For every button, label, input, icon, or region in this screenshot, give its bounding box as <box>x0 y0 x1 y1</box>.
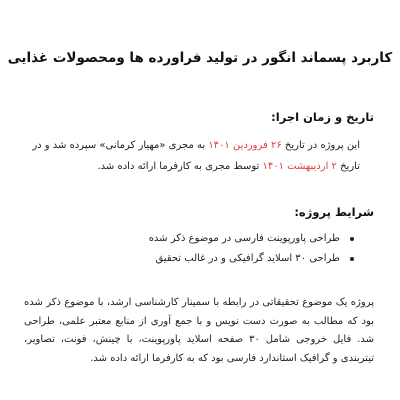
date-paragraph <box>26 135 360 177</box>
date-text-2: به مجری «مهیار کرمانی» سپرده شد و در <box>32 140 206 151</box>
list-item: طراحی پاورپوینت فارسی در موضوع ذکر شده <box>34 229 354 249</box>
date-text-1: این پروژه در تاریخ <box>284 140 360 151</box>
date-text-4: توسط مجری به کارفرما ارائه داده شد. <box>97 161 260 172</box>
document-title: کاربرد پسماند انگور در تولید فراورده ها ومحصولات غذایی <box>7 50 393 66</box>
date-section-heading: تاریخ و زمان اجرا: <box>271 110 374 124</box>
date-text-3: تاریخ <box>340 161 360 172</box>
conditions-list <box>34 229 354 269</box>
project-description: پروژه یک موضوع تحقیقاتی در رابطه با سمینار کارشناسی ارشد، با موضوع ذکر شده بود که مطالب به صورت دست نویس و با جمع آوری از منابع معتبر علمی، طراحی شد. فایل خروجی شامل ۳۰ صفحه اسلاید پاورپوینت، با چینش، فونت، تصاویر، تیتربندی و گرافیک استاندارد فارسی بود که به کارفرما ارائه داده شد. <box>24 297 374 364</box>
delivery-date: ۲ اردیبهشت ۱۴۰۱ <box>262 161 337 172</box>
assign-date: ۲۶ فروردین ۱۴۰۱ <box>208 140 282 151</box>
list-item: طراحی ۳۰ اسلاید گرافیکی و در غالب تحقیق <box>34 249 354 269</box>
conditions-section-heading: شرایط پروژه: <box>294 205 374 219</box>
